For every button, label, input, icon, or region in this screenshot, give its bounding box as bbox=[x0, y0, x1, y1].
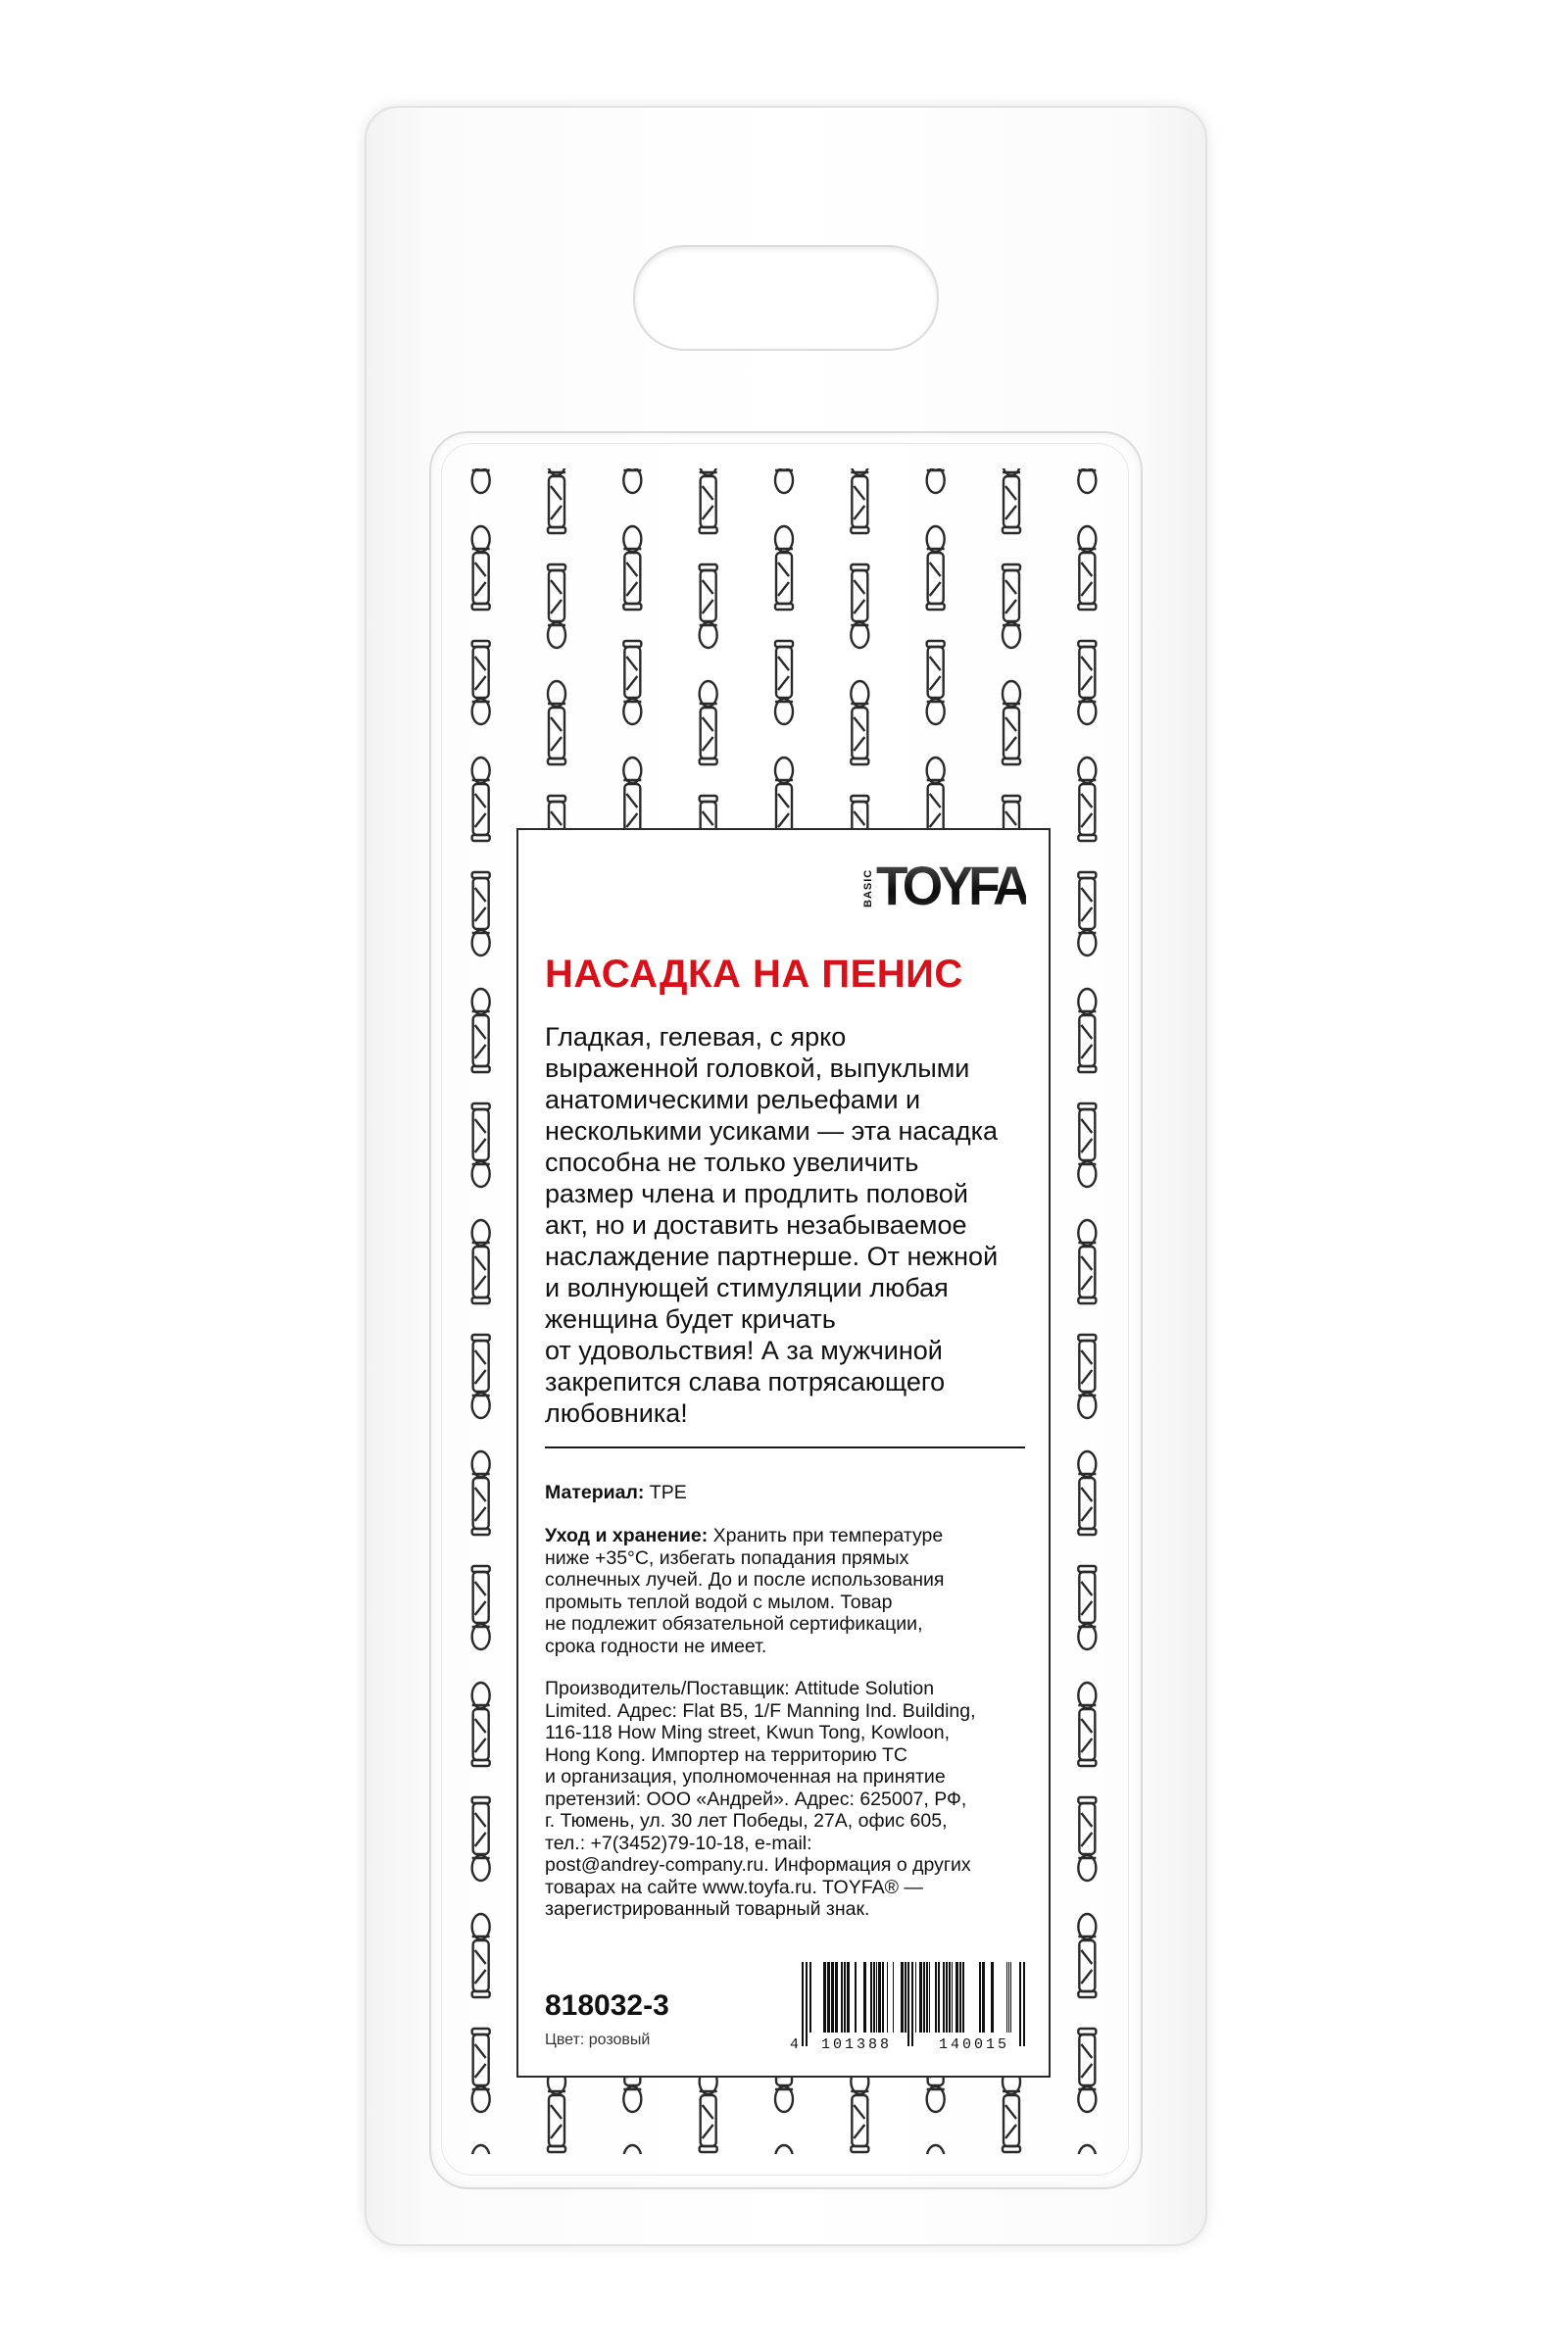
brand-logo bbox=[862, 845, 1029, 923]
product-title: НАСАДКА НА ПЕНИС bbox=[545, 953, 963, 996]
product-sku: 818032-3 bbox=[545, 1989, 669, 2022]
barcode-group-left: 101388 bbox=[821, 2036, 893, 2053]
material-label: Материал: bbox=[545, 1482, 645, 1503]
material-value: TPE bbox=[649, 1482, 687, 1503]
product-color: Цвет: розовый bbox=[545, 2032, 651, 2048]
care-label: Уход и хранение: bbox=[545, 1525, 709, 1546]
hang-hole bbox=[633, 245, 939, 351]
care-body: Хранить при температуре ниже +35°С, избегать попадания прямых солнечных лучей. До и после использования промыть теплой водой с мылом. Товар не подлежит обязательной сертификации, срока годности не имеет. bbox=[545, 1525, 945, 1657]
barcode-digit-first: 4 bbox=[790, 2036, 800, 2053]
manufacturer-text: Производитель/Поставщик: Attitude Solution Limited. Адрес: Flat B5, 1/F Manning Ind. Building, 116-118 How Ming street, Kwun Tong, Kowloon, Hong Kong. Импортер на территорию ТС и организация, уполномоченная на принятие претензий: ООО «Андрей». Адрес: 625007, РФ, г. Тюмень, ул. 30 лет Победы, 27А, офис 605, тел.: +7(3452)79-10-18, e-mail: post@andrey-company.ru. Информация о других товарах на сайте www.toyfa.ru. TOYFA® — зарегистрированный товарный знак. bbox=[545, 1678, 976, 1920]
divider bbox=[545, 1446, 1025, 1448]
brand-name: TOYFA bbox=[876, 855, 1026, 916]
care-text bbox=[545, 1525, 1035, 1657]
brand-prefix: BASIC bbox=[862, 868, 874, 907]
product-description: Гладкая, гелевая, с ярко выраженной головкой, выпуклыми анатомическими рельефами и несколькими усиками — эта насадка способна не только увеличить размер члена и продлить половой акт, но и доставить незабываемое наслаждение партнерше. От нежной и волнующей стимуляции любая женщина будет кричать от удовольствия! А за мужчиной закрепится слава потрясающего любовника! bbox=[545, 1022, 999, 1428]
barcode-group-right: 140015 bbox=[939, 2036, 1010, 2053]
material-line bbox=[545, 1482, 1035, 1504]
